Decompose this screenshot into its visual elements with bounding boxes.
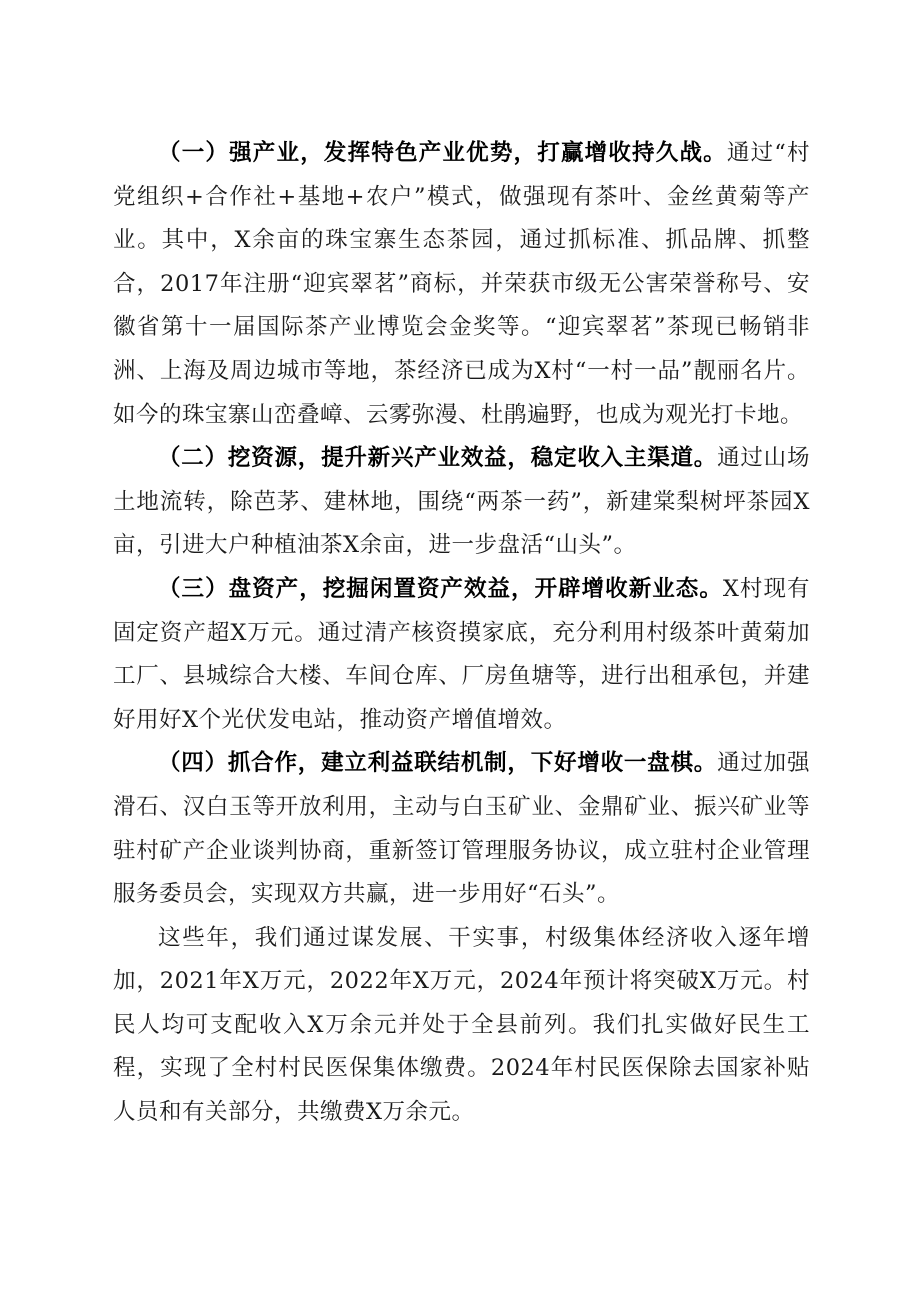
paragraph-heading: （二）挖资源，提升新兴产业效益，稳定收入主渠道。 bbox=[158, 445, 718, 472]
paragraph-revitalize-assets bbox=[113, 568, 810, 742]
paragraph-text: X村现有固定资产超X万元。通过清产核资摸家底，充分利用村级茶叶黄菊加工厂、县城综合大楼、车间仓库、厂房鱼塘等，进行出租承包，并建好用好X个光伏发电站，推动资产增值增效。 bbox=[113, 575, 810, 733]
paragraph-heading: （四）抓合作，建立利益联结机制，下好增收一盘棋。 bbox=[158, 750, 718, 777]
paragraph-text: 这些年，我们通过谋发展、干实事，村级集体经济收入逐年增加，2021年X万元，2022年X万元，2024年预计将突破X万元。村民人均可支配收入X万余元并处于全县前列。我们扎实做好民生工程，实现了全村村民医保集体缴费。2024年村民医保除去国家补贴人员和有关部分，共缴费X万余元。 bbox=[113, 924, 810, 1126]
paragraph-cooperation bbox=[113, 742, 810, 916]
paragraph-strengthen-industry bbox=[113, 132, 810, 437]
paragraph-tap-resources bbox=[113, 437, 810, 568]
paragraph-achievements bbox=[113, 917, 810, 1135]
paragraph-text: 通过“村党组织+合作社+基地+农户”模式，做强现有茶叶、金丝黄菊等产业。其中，X余亩的珠宝寨生态茶园，通过抓标准、抓品牌、抓整合，2017年注册“迎宾翠茗”商标，并荣获市级无公害荣誉称号、安徽省第十一届国际茶产业博览会金奖等。“迎宾翠茗”茶现已畅销非洲、上海及周边城市等地，茶经济已成为X村“一村一品”靓丽名片。如今的珠宝寨山峦叠嶂、云雾弥漫、杜鹃遍野，也成为观光打卡地。 bbox=[113, 140, 810, 428]
document-body bbox=[113, 132, 810, 1135]
paragraph-heading: （三）盘资产，挖掘闲置资产效益，开辟增收新业态。 bbox=[158, 575, 723, 602]
paragraph-text: 通过山场土地流转，除芭茅、建林地，围绕“两茶一药”，新建棠梨树坪茶园X亩，引进大户种植油茶X余亩，进一步盘活“山头”。 bbox=[113, 445, 810, 559]
paragraph-text: 通过加强滑石、汉白玉等开放利用，主动与白玉矿业、金鼎矿业、振兴矿业等驻村矿产企业谈判协商，重新签订管理服务协议，成立驻村企业管理服务委员会，实现双方共赢，进一步用好“石头”。 bbox=[113, 750, 810, 908]
paragraph-heading: （一）强产业，发挥特色产业优势，打赢增收持久战。 bbox=[158, 140, 727, 166]
